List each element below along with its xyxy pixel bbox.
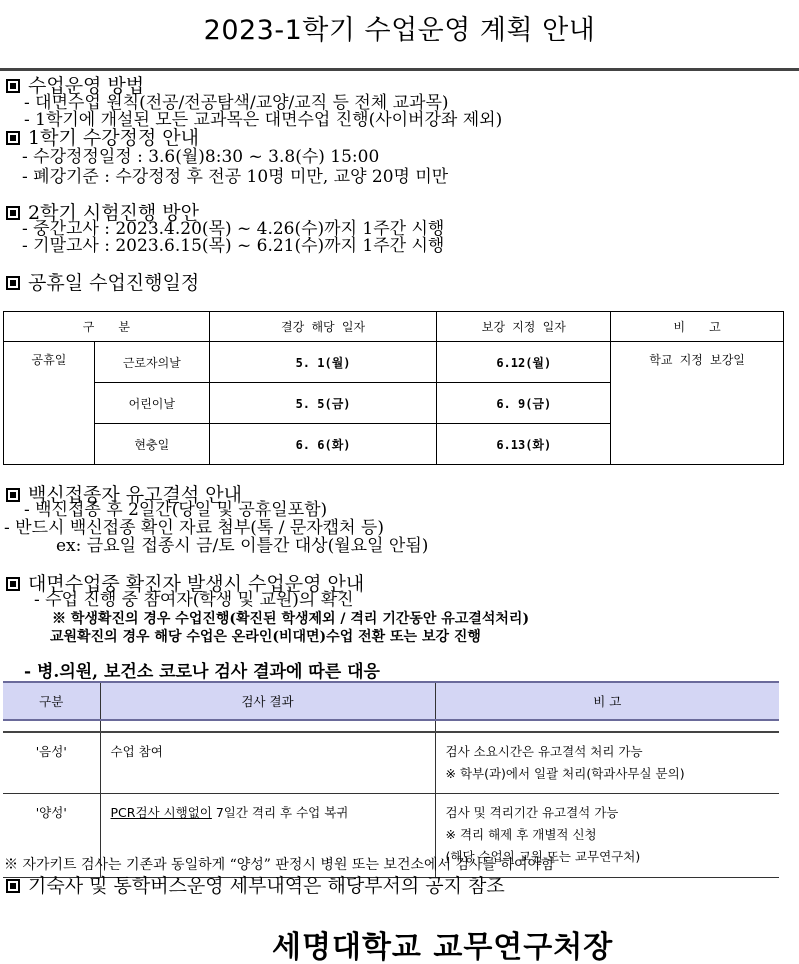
table-header-cell: 비 고	[435, 682, 779, 720]
page-title: 2023-1학기 수업운영 계획 안내	[203, 15, 596, 46]
section-line: - 대면수업 원칙(전공/전공탐색/교양/교직 등 전체 교과목)	[24, 93, 449, 113]
title-divider	[0, 68, 799, 71]
result-cell: '음성'	[3, 732, 100, 794]
square-bullet-icon	[6, 577, 20, 591]
test-result-table	[3, 681, 779, 878]
section-heading-dorm-bus: 기숙사 및 통학버스운영 세부내역은 해당부서의 공지 참조	[6, 876, 505, 896]
missed-date-cell: 5. 1(월)	[209, 342, 437, 383]
holiday-name-cell: 어린이날	[94, 383, 209, 424]
note-cell: 학교 지정 보강일	[611, 342, 784, 465]
holiday-name-cell: 현충일	[94, 424, 209, 465]
table-header-cell: 구 분	[4, 312, 210, 342]
table-header-cell: 구분	[3, 682, 100, 720]
table-row	[3, 732, 779, 794]
square-bullet-icon	[6, 206, 20, 220]
action-cell: PCR검사 시행없이 7일간 격리 후 수업 복귀	[100, 794, 435, 878]
table-header-cell: 비 고	[611, 312, 784, 342]
missed-date-cell: 5. 5(금)	[209, 383, 437, 424]
missed-date-cell: 6. 6(화)	[209, 424, 437, 465]
section-line: ※ 학생확진의 경우 수업진행(확진된 학생제외 / 격리 기간동안 유고결석처리)	[52, 611, 530, 627]
table-spacer-row	[3, 720, 779, 732]
table-header-row	[4, 312, 784, 342]
section-heading-holiday-schedule: 공휴일 수업진행일정	[6, 273, 199, 293]
note-line: (해당 수업의 교원 또는 교무연구처)	[445, 849, 641, 864]
section-line: - 병.의원, 보건소 코로나 검사 결과에 따른 대응	[24, 662, 380, 682]
section-line: - 수업 진행 중 참여자(학생 및 교원)의 확진	[34, 590, 354, 610]
makeup-date-cell: 6.13(화)	[437, 424, 611, 465]
section-line: - 기말고사 : 2023.6.15(목) ~ 6.21(수)까지 1주간 시행	[22, 236, 445, 256]
footnote: ※ 자가키트 검사는 기존과 동일하게 “양성” 판정시 병원 또는 보건소에서 검사를 하여야함	[4, 857, 555, 873]
square-bullet-icon	[6, 488, 20, 502]
note-line: ※ 격리 해제 후 개별적 신청	[445, 827, 597, 842]
table-header-row	[3, 682, 779, 720]
square-bullet-icon	[6, 276, 20, 290]
section-heading-course-change: 1학기 수강정정 안내	[6, 128, 199, 148]
section-heading-vaccine-absence: 백신접종자 유고결석 안내	[6, 485, 242, 505]
section-line: 교원확진의 경우 해당 수업은 온라인(비대면)수업 전환 또는 보강 진행	[50, 629, 481, 645]
section-line: - 반드시 백신접종 확인 자료 첨부(톡 / 문자캡처 등)	[4, 518, 384, 538]
table-row	[4, 342, 784, 383]
note-line: 검사 소요시간은 유고결석 처리 가능	[445, 744, 643, 759]
holiday-table	[3, 311, 784, 465]
square-bullet-icon	[6, 79, 20, 93]
square-bullet-icon	[6, 879, 20, 893]
section-line: ex: 금요일 접종시 금/토 이틀간 대상(월요일 안됨)	[56, 536, 429, 556]
note-line: ※ 학부(과)에서 일괄 처리(학과사무실 문의)	[445, 766, 685, 781]
section-heading-exams: 2학기 시험진행 방안	[6, 203, 199, 223]
section-line: - 수강정정일정 : 3.6(월)8:30 ~ 3.8(수) 15:00	[22, 147, 380, 167]
table-header-cell: 결강 해당 일자	[209, 312, 437, 342]
section-heading-covid-case: 대면수업중 확진자 발생시 수업운영 안내	[6, 574, 364, 594]
makeup-date-cell: 6.12(월)	[437, 342, 611, 383]
section-line: - 1학기에 개설된 모든 교과목은 대면수업 진행(사이버강좌 제외)	[24, 110, 503, 130]
result-cell: '양성'	[3, 794, 100, 878]
note-line: 검사 및 격리기간 유고결석 가능	[445, 805, 619, 820]
table-header-cell: 보강 지정 일자	[437, 312, 611, 342]
square-bullet-icon	[6, 131, 20, 145]
section-heading-teaching-method: 수업운영 방법	[6, 76, 144, 96]
group-cell: 공휴일	[4, 342, 95, 465]
notes-cell	[435, 732, 779, 794]
holiday-name-cell: 근로자의날	[94, 342, 209, 383]
signature: 세명대학교 교무연구처장	[272, 930, 614, 964]
section-line: - 중간고사 : 2023.4.20(목) ~ 4.26(수)까지 1주간 시행	[22, 219, 445, 239]
table-header-cell: 검사 결과	[100, 682, 435, 720]
action-cell: 수업 참여	[100, 732, 435, 794]
section-line: - 폐강기준 : 수강정정 후 전공 10명 미만, 교양 20명 미만	[22, 167, 449, 187]
underlined-text: PCR검사 시행없이	[110, 805, 212, 820]
section-line: - 백신접종 후 2일간(당일 및 공휴일포함)	[24, 500, 328, 520]
makeup-date-cell: 6. 9(금)	[437, 383, 611, 424]
